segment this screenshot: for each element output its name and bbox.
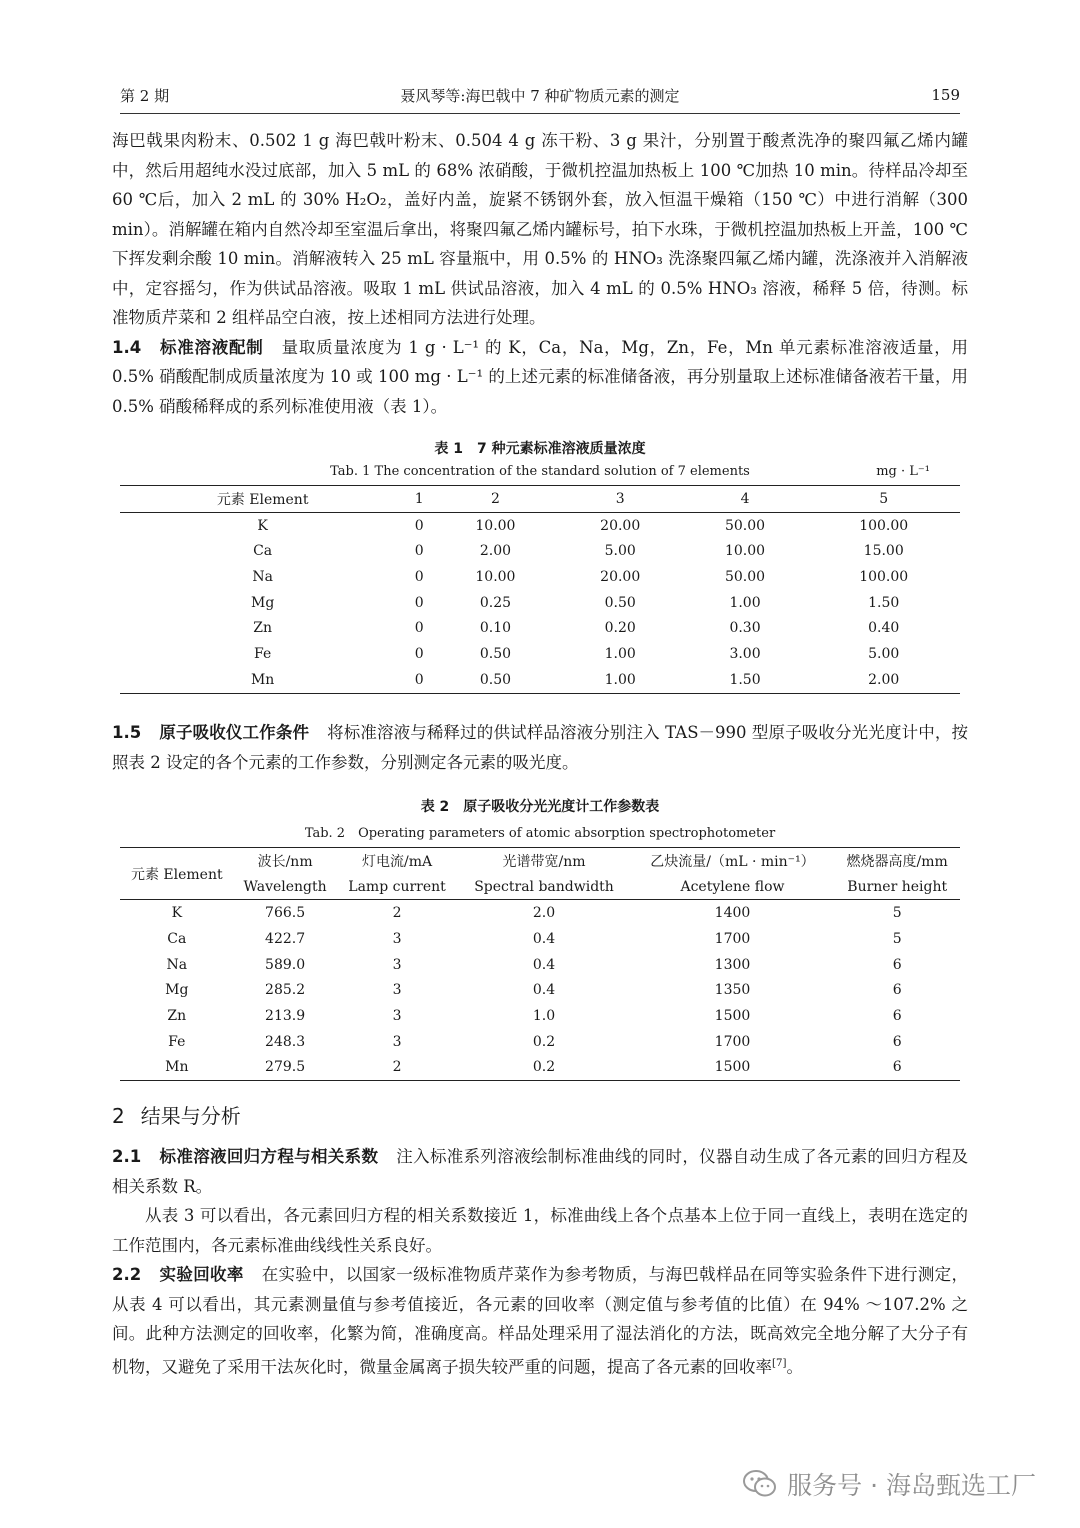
column-header: 3 [558, 486, 683, 513]
column-header: 5 [807, 486, 960, 513]
element-cell: Mn [120, 1055, 234, 1081]
table-unit: mg · L⁻¹ [876, 464, 930, 479]
value-cell: 1500 [631, 1055, 835, 1081]
element-cell: Na [252, 568, 273, 585]
issue-number: 第 2 期 [120, 86, 170, 105]
value-cell: 0 [414, 543, 424, 560]
column-header: 灯电流/mA [337, 848, 458, 874]
table-2 [120, 796, 960, 1081]
section-number: 2.1 [112, 1147, 142, 1166]
value-cell: 0 [414, 568, 424, 585]
table-row [120, 641, 960, 667]
value-cell: 6 [892, 1007, 902, 1024]
element-cell: Mg [165, 982, 189, 999]
value-cell: 0.50 [479, 645, 512, 662]
value-cell: 5 [892, 905, 902, 922]
value-cell: 3 [392, 1033, 402, 1050]
value-cell: 6 [892, 956, 902, 973]
table-row [120, 952, 960, 978]
value-cell: 248.3 [265, 1033, 306, 1050]
watermark-text: 服务号 · 海岛甄选工厂 [787, 1471, 1036, 1500]
value-cell: 0.20 [604, 620, 636, 637]
value-cell: 3 [392, 930, 402, 947]
value-cell: 0 [414, 594, 424, 611]
value-cell: 1350 [714, 982, 751, 999]
value-cell: 50.00 [724, 568, 766, 585]
intro-paragraph: 海巴戟果肉粉末、0.502 1 g 海巴戟叶粉末、0.504 4 g 冻干粉、3 g 果汁，分别置于酸煮洗净的聚四氟乙烯内罐中，然后用超纯水没过底部，加入 5 mL 的 68% 浓硝酸，于微机控温加热板上 100 ℃加热 10 min。待样品冷却至 60 ℃后，加入 2 mL 的 30% H₂O₂，盖好内盖，旋紧不锈钢外套，放入恒温干燥箱（150 ℃）中进行消解（300 min）。消解罐在箱内自然冷却至室温后拿出，将聚四氟乙烯内罐标号，拍下水珠，于微机控温加热板上开盖，100 ℃ 下挥发剩余酸 10 min。消解液转入 25 mL 容量瓶中，用 0.5% 的 HNO₃ 洗涤聚四氟乙烯内罐，洗涤液并入消解液中，定容摇匀，作为供试品溶液。吸取 1 mL 供试品溶液，加入 4 mL 的 0.5% HNO₃ 溶液，稀释 5 倍，待测。标准物质芹菜和 2 组样品空白液，按上述相同方法进行处理。 [112, 131, 968, 327]
value-cell: 100.00 [859, 517, 909, 534]
value-cell: 10.00 [475, 517, 516, 534]
value-cell: 0.50 [433, 667, 558, 693]
value-cell: 285.2 [265, 982, 306, 999]
value-cell: 100.00 [859, 568, 909, 585]
value-cell: 1700 [714, 1033, 751, 1050]
value-cell: 0 [414, 517, 424, 534]
value-cell: 3 [392, 956, 402, 973]
table-row [120, 615, 960, 641]
table-caption-en [120, 464, 960, 479]
data-table [120, 485, 960, 694]
section-2-2 [112, 1260, 968, 1382]
column-header: 1 [405, 486, 433, 513]
section-text: 注入标准系列溶液绘制标准曲线的同时，仪器自动生成了各元素的回归方程及相关系数 R。 [112, 1147, 969, 1196]
element-cell: K [171, 905, 183, 922]
value-cell: 1700 [714, 930, 751, 947]
section-1-4 [112, 333, 968, 422]
value-cell: 0 [414, 645, 424, 662]
value-cell: 422.7 [265, 930, 306, 947]
section-number: 2.2 [112, 1265, 142, 1284]
value-cell: 1500 [714, 1007, 751, 1024]
value-cell: 2.0 [532, 905, 556, 922]
section-title: 标准溶液回归方程与相关系数 [159, 1147, 379, 1166]
column-header: 2 [433, 486, 558, 513]
element-cell: Zn [167, 1007, 187, 1024]
element-cell: Mg [250, 594, 275, 611]
body-section-1 [112, 126, 968, 421]
table-row [120, 667, 960, 693]
value-cell: 3 [392, 982, 402, 999]
section-number: 1.5 [112, 723, 142, 742]
value-cell: 0.50 [604, 594, 636, 611]
reference-citation: [7] [772, 1357, 787, 1369]
value-cell: 20.00 [600, 517, 641, 534]
value-cell: 50.00 [724, 517, 766, 534]
table-body [120, 900, 960, 1081]
element-cell: K [257, 517, 268, 534]
section-title: 原子吸收仪工作条件 [159, 723, 310, 742]
header-rule [120, 113, 960, 114]
value-cell: 2 [337, 1055, 458, 1081]
table-row [120, 926, 960, 952]
table-row [120, 512, 960, 538]
value-cell: 0.40 [868, 620, 900, 637]
body-section-2 [112, 1142, 968, 1382]
table-row [120, 538, 960, 564]
column-header: 波长/nm [234, 848, 337, 874]
value-cell: 2 [392, 905, 402, 922]
value-cell: 0.4 [532, 982, 556, 999]
column-header-en: Spectral bandwidth [457, 874, 630, 900]
column-header: 4 [683, 486, 808, 513]
element-cell: Zn [253, 620, 272, 637]
value-cell: 1.50 [683, 667, 808, 693]
value-cell: 0.2 [532, 1033, 556, 1050]
running-title: 聂风琴等:海巴戟中 7 种矿物质元素的测定 [400, 86, 680, 105]
value-cell: 766.5 [265, 905, 306, 922]
watermark [743, 1466, 1036, 1502]
section-number: 1.4 [112, 337, 142, 357]
value-cell: 3 [392, 1007, 402, 1024]
value-cell: 2.00 [807, 667, 960, 693]
section-title: 实验回收率 [159, 1265, 244, 1284]
column-header-en: Wavelength [234, 874, 337, 900]
value-cell: 15.00 [863, 543, 904, 560]
page-number: 159 [931, 86, 960, 104]
element-cell: Mn [120, 667, 405, 693]
section-2-heading [112, 1100, 241, 1129]
table-caption-en: Tab. 2 Operating parameters of atomic absorption spectrophotometer [304, 826, 776, 841]
table-row [120, 1003, 960, 1029]
value-cell: 2.00 [479, 543, 512, 560]
sentence-end: 。 [786, 1357, 803, 1376]
wechat-icon [743, 1470, 777, 1498]
value-cell: 1.0 [532, 1007, 556, 1024]
section-number: 2 [112, 1104, 125, 1128]
caption-en-text: Tab. 1 The concentration of the standard solution of 7 elements [330, 464, 750, 479]
element-cell: Fe [168, 1033, 186, 1050]
column-header: 元素 Element [120, 848, 234, 900]
value-cell: 213.9 [265, 1007, 306, 1024]
element-cell: Ca [167, 930, 187, 947]
value-cell: 589.0 [265, 956, 306, 973]
section-title: 结果与分析 [140, 1104, 241, 1128]
table-body [120, 512, 960, 693]
value-cell: 10.00 [475, 568, 516, 585]
element-cell: Ca [253, 543, 273, 560]
body-section-1-5 [112, 718, 968, 777]
table-1 [120, 438, 960, 694]
value-cell: 0 [414, 620, 424, 637]
section-title: 标准溶液配制 [159, 337, 264, 357]
section-2-1 [112, 1142, 968, 1201]
value-cell: 10.00 [724, 543, 766, 560]
value-cell: 1.00 [729, 594, 761, 611]
value-cell: 6 [892, 1033, 902, 1050]
value-cell: 1.00 [604, 645, 636, 662]
value-cell: 5.00 [868, 645, 900, 662]
section-text: 在实验中，以国家一级标准物质芹菜作为参考物质，与海巴戟样品在同等实验条件下进行测定，从表 4 可以看出，其元素测量值与参考值接近，各元素的回收率（测定值与参考值的比值）在 94% ～107.2% 之间。此种方法测定的回收率，化繁为简，准确度高。样品处理采用了湿法消化的方法，既高效完全地分解了大分子有机物，又避免了采用干法灰化时，微量金属离子损失较严重的问题，提高了各元素的回收率 [112, 1265, 969, 1376]
column-header: 燃烧器高度/mm [834, 848, 960, 874]
value-cell: 279.5 [234, 1055, 337, 1081]
value-cell: 0.2 [457, 1055, 630, 1081]
value-cell: 20.00 [600, 568, 641, 585]
value-cell: 1.50 [868, 594, 900, 611]
table-row [120, 590, 960, 616]
value-cell: 1300 [714, 956, 751, 973]
running-header [120, 80, 960, 110]
table-caption-cn: 表 1 7 种元素标准溶液质量浓度 [434, 441, 646, 457]
value-cell: 5.00 [604, 543, 636, 560]
column-header: 元素 Element [120, 486, 405, 513]
column-header: 乙炔流量/（mL · min⁻¹） [631, 848, 835, 874]
table-row [120, 1029, 960, 1055]
column-header-en: Burner height [834, 874, 960, 900]
element-cell: Na [166, 956, 188, 973]
value-cell: 0.4 [532, 930, 556, 947]
value-cell: 6 [892, 982, 902, 999]
data-table [120, 847, 960, 1081]
value-cell: 1.00 [558, 667, 683, 693]
table-row [120, 977, 960, 1003]
value-cell: 6 [834, 1055, 960, 1081]
column-header-en: Lamp current [337, 874, 458, 900]
value-cell: 3.00 [729, 645, 761, 662]
column-header-en: Acetylene flow [631, 874, 835, 900]
element-cell: Fe [254, 645, 272, 662]
column-header: 光谱带宽/nm [457, 848, 630, 874]
section-2-1-paragraph: 从表 3 可以看出，各元素回归方程的相关系数接近 1，标准曲线上各个点基本上位于同一直线上，表明在选定的工作范围内，各元素标准曲线线性关系良好。 [112, 1206, 968, 1255]
section-text: 量取质量浓度为 1 g · L⁻¹ 的 K，Ca，Na，Mg，Zn，Fe，Mn 单元素标准溶液适量，用 0.5% 硝酸配制成质量浓度为 10 或 100 mg · L⁻¹ 的上述元素的标准储备液，再分别量取上述标准储备液若干量，用 0.5% 硝酸稀释成的系列标准使用液（表 1）。 [112, 337, 969, 416]
table-row [120, 1055, 960, 1081]
value-cell: 0.4 [532, 956, 556, 973]
value-cell: 0 [405, 667, 433, 693]
table-row [120, 900, 960, 926]
table-caption-cn: 表 2 原子吸收分光光度计工作参数表 [420, 799, 660, 815]
section-text: 将标准溶液与稀释过的供试样品溶液分别注入 TAS－990 型原子吸收分光光度计中，按照表 2 设定的各个元素的工作参数，分别测定各元素的吸光度。 [112, 723, 968, 772]
section-1-5 [112, 718, 968, 777]
value-cell: 0.10 [479, 620, 512, 637]
value-cell: 1400 [714, 905, 751, 922]
value-cell: 0.25 [479, 594, 512, 611]
value-cell: 0.30 [729, 620, 761, 637]
value-cell: 5 [892, 930, 902, 947]
table-row [120, 564, 960, 590]
